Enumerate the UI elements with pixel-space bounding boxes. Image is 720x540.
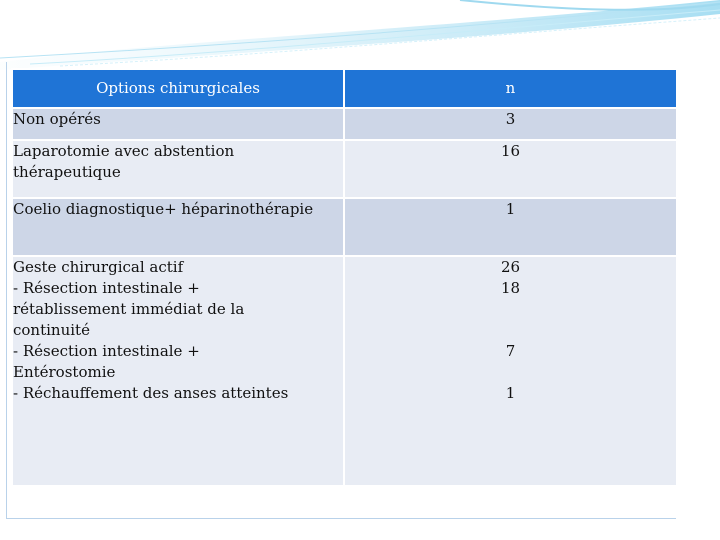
row-label-line: - Réchauffement des anses atteintes [13,384,289,402]
row-value-line: 3 [505,110,516,128]
column-header-n: n [344,69,677,108]
row-label [12,198,344,256]
row-value-line: 18 [500,279,521,297]
row-label-line: - Résection intestinale + [13,342,200,360]
row-label [12,256,344,486]
table-row [12,256,677,486]
row-value [344,256,677,486]
row-label-line: continuité [13,321,90,339]
column-header-options: Options chirurgicales [12,69,344,108]
row-label-line: Non opérés [13,110,101,128]
table-row [12,140,677,198]
row-label-line: Geste chirurgical actif [13,258,184,276]
row-value [344,108,677,140]
table-row [12,198,677,256]
row-label [12,140,344,198]
row-label-line: thérapeutique [13,163,121,181]
table-header-row [12,69,677,108]
row-label-line: Entérostomie [13,363,116,381]
row-value [344,140,677,198]
row-value [344,198,677,256]
row-label-line: rétablissement immédiat de la [13,300,245,318]
value-spacer [345,299,676,341]
table-row [12,108,677,140]
surgical-options-table [11,68,678,487]
row-value-line: 7 [505,342,516,360]
row-value-line: 1 [505,384,516,402]
row-value-line: 1 [505,200,516,218]
row-label-line: Laparotomie avec abstention [13,142,235,160]
row-label-line: Coelio diagnostique+ héparinothérapie [13,200,314,218]
row-value-line: 26 [500,258,521,276]
row-label [12,108,344,140]
row-label-line: - Résection intestinale + [13,279,200,297]
value-spacer [345,362,676,383]
row-value-line: 16 [500,142,521,160]
